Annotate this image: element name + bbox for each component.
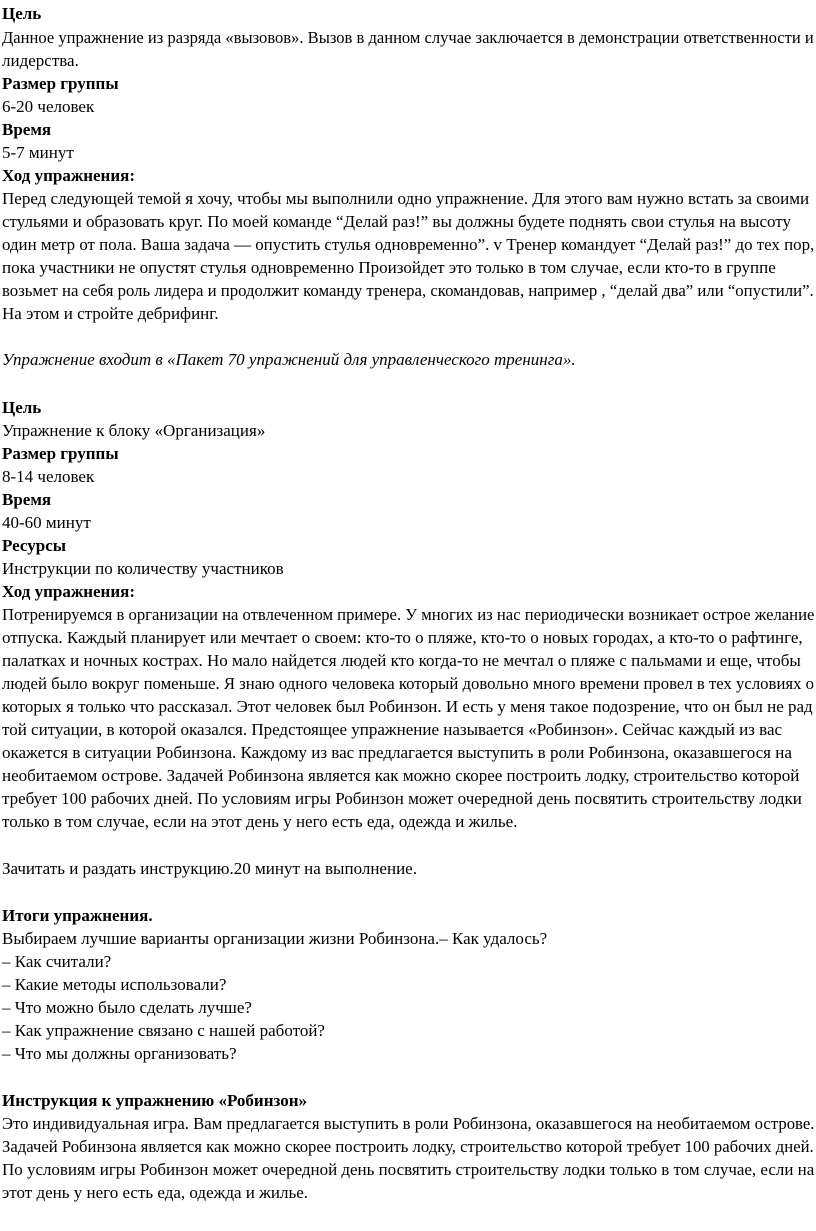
text-line: Зачитать и раздать инструкцию.20 минут на выполнение. bbox=[2, 859, 417, 878]
text-line: 5-7 минут bbox=[2, 143, 74, 162]
text-line: отпуска. Каждый планирует или мечтает о своем: кто-то о пляже, кто-то о новых городах, а кто-то о рафтинге, bbox=[2, 628, 803, 647]
text-line: Данное упражнение из разряда «вызовов». Вызов в данном случае заключается в демонстрации ответственности и bbox=[2, 28, 814, 47]
text-line: лидерства. bbox=[2, 51, 79, 70]
text-line: 8-14 человек bbox=[2, 467, 95, 486]
text-line: 40-60 минут bbox=[2, 513, 91, 532]
text-line: Выбираем лучшие варианты организации жизни Робинзона.– Как удалось? bbox=[2, 929, 548, 948]
text-line: Перед следующей темой я хочу, чтобы мы выполнили одно упражнение. Для этого вам нужно встать за своими bbox=[2, 189, 810, 208]
source-note: Упражнение входит в «Пакет 70 упражнений для управленческого тренинга». bbox=[2, 350, 576, 369]
text-line: пока участники не опустят стулья одновременно Произойдет это только в том случае, если кто-то в группе bbox=[2, 258, 776, 277]
text-line: 6-20 человек bbox=[2, 97, 95, 116]
section-heading: Инструкция к упражнению «Робинзон» bbox=[2, 1091, 308, 1110]
section-heading: Время bbox=[2, 490, 52, 509]
text-line: Инструкции по количеству участников bbox=[2, 559, 284, 578]
text-line: палатках и ночных кострах. Но мало найдется людей кто когда-то не мечтал о пляже с пальмами и еще, чтобы bbox=[2, 651, 801, 670]
section-heading: Итоги упражнения. bbox=[2, 906, 153, 925]
text-line: людей было вокруг поменьше. Я знаю одного человека который довольно много времени провел в тех условиях о bbox=[2, 674, 815, 693]
text-line: стульями и образовать круг. По моей команде “Делай раз!” вы должны будете поднять свои стулья на высоту bbox=[2, 212, 791, 231]
text-line: Задачей Робинзона является как можно скорее построить лодку, строительство которой требует 100 рабочих дней. bbox=[2, 1137, 814, 1156]
list-item: – Что можно было сделать лучше? bbox=[2, 998, 252, 1017]
section-heading: Размер группы bbox=[2, 444, 119, 463]
text-line: необитаемом острове. Задачей Робинзона является как можно скорее построить лодку, строительство которой bbox=[2, 766, 800, 785]
section-heading: Цель bbox=[2, 398, 42, 417]
text-line: один метр от пола. Ваша задача — опустить стулья одновременно”. v Тренер командует “Делай раз!” до тех пор, bbox=[2, 235, 815, 254]
text-line: На этом и стройте дебрифинг. bbox=[2, 304, 219, 323]
text-line: Это индивидуальная игра. Вам предлагается выступить в роли Робинзона, оказавшегося на необитаемом острове. bbox=[2, 1114, 815, 1133]
text-line: окажется в ситуации Робинзона. Каждому из вас предлагается выступить в роли Робинзона, оказавшегося на bbox=[2, 743, 792, 762]
text-line: возьмет на себя роль лидера и продолжит команду тренера, скомандовав, например , “делай два” или “опустили”. bbox=[2, 281, 814, 300]
text-line: этот день у него есть еда, одежда и жилье. bbox=[2, 1183, 309, 1202]
text-line: той ситуации, в которой оказался. Предстоящее упражнение называется «Робинзон». Сейчас каждый из вас bbox=[2, 720, 783, 739]
list-item: – Что мы должны организовать? bbox=[2, 1044, 237, 1063]
section-heading: Время bbox=[2, 120, 52, 139]
text-line: которых я только что рассказал. Этот человек был Робинзон. И есть у меня такое подозрение, что он был не рад bbox=[2, 697, 813, 716]
list-item: – Как считали? bbox=[2, 952, 112, 971]
section-heading: Ход упражнения: bbox=[2, 166, 135, 185]
section-heading: Размер группы bbox=[2, 74, 119, 93]
text-line: Потренируемся в организации на отвлеченном примере. У многих из нас периодически возникает острое желание bbox=[2, 605, 815, 624]
text-line: Упражнение к блоку «Организация» bbox=[2, 421, 266, 440]
section-heading: Ресурсы bbox=[2, 536, 67, 555]
text-line: По условиям игры Робинзон может очередной день посвятить строительству лодки только в том случае, если на bbox=[2, 1160, 815, 1179]
section-heading: Ход упражнения: bbox=[2, 582, 135, 601]
list-item: – Какие методы использовали? bbox=[2, 975, 227, 994]
text-line: требует 100 рабочих дней. По условиям игры Робинзон может очередной день посвятить строительству лодки bbox=[2, 789, 802, 808]
section-heading: Цель bbox=[2, 4, 42, 23]
list-item: – Как упражнение связано с нашей работой? bbox=[2, 1021, 325, 1040]
text-line: только в том случае, если на этот день у него есть еда, одежда и жилье. bbox=[2, 812, 518, 831]
